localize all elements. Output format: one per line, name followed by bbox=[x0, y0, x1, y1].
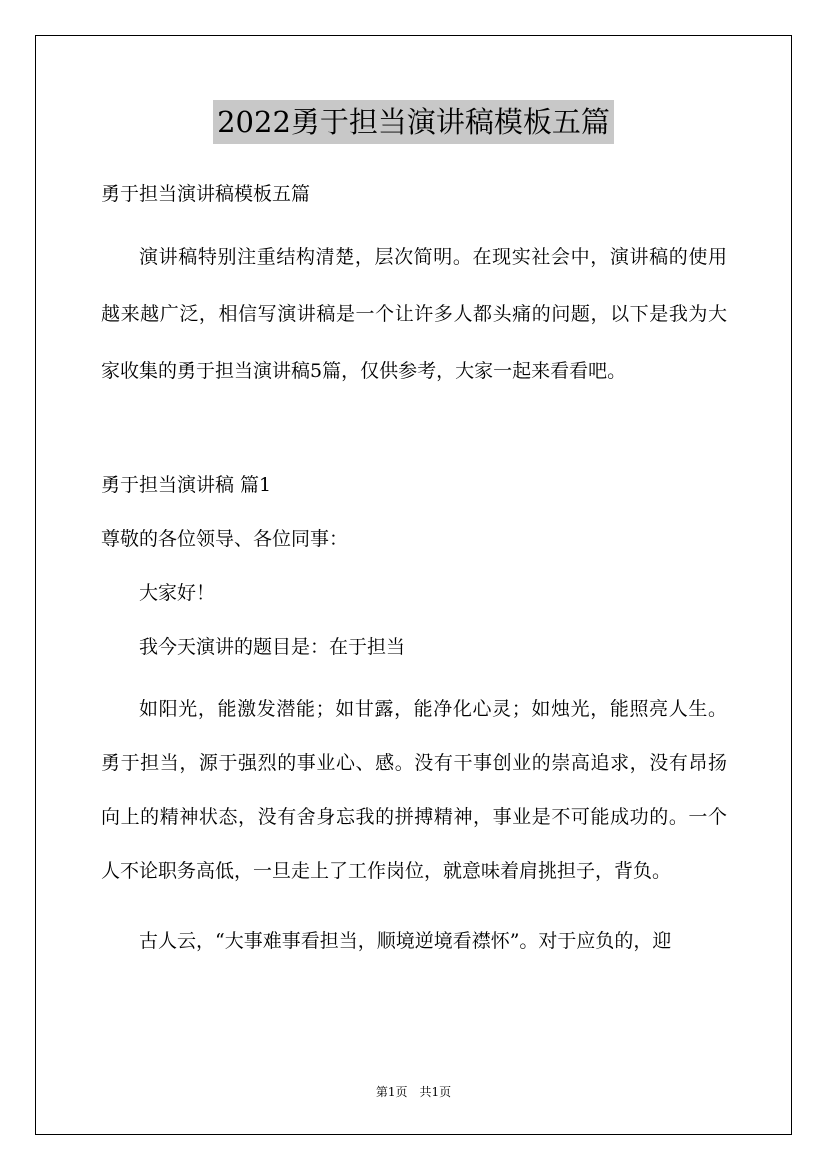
body-paragraph-2: 古人云，“大事难事看担当，顺境逆境看襟怀”。对于应负的，迎 bbox=[139, 930, 672, 952]
document-title-text: 2022勇于担当演讲稿模板五篇 bbox=[213, 100, 614, 144]
body-paragraph-1: 如阳光，能激发潜能；如甘露，能净化心灵；如烛光，能照亮人生。勇于担当，源于强烈的事业心、感。没有干事创业的崇高追求，没有昂扬向上的精神状态，没有舍身忘我的拼搏精神，事业是不可能成功的。一个人不论职务高低，一旦走上了工作岗位，就意味着肩挑担子，背负。 bbox=[101, 698, 727, 882]
greeting: 大家好！ bbox=[139, 582, 216, 604]
salutation: 尊敬的各位领导、各位同事： bbox=[101, 528, 349, 550]
speech-topic: 我今天演讲的题目是：在于担当 bbox=[139, 636, 406, 658]
section-heading: 勇于担当演讲稿 篇1 bbox=[101, 474, 272, 496]
document-body bbox=[101, 175, 727, 968]
document-subtitle: 勇于担当演讲稿模板五篇 bbox=[101, 183, 311, 205]
page-footer: 第1页 共1页 bbox=[375, 1085, 452, 1099]
document-title bbox=[0, 100, 827, 144]
intro-paragraph: 演讲稿特别注重结构清楚，层次简明。在现实社会中，演讲稿的使用越来越广泛，相信写演讲稿是一个让许多人都头痛的问题，以下是我为大家收集的勇于担当演讲稿5篇，仅供参考，大家一起来看看吧。 bbox=[101, 246, 727, 382]
